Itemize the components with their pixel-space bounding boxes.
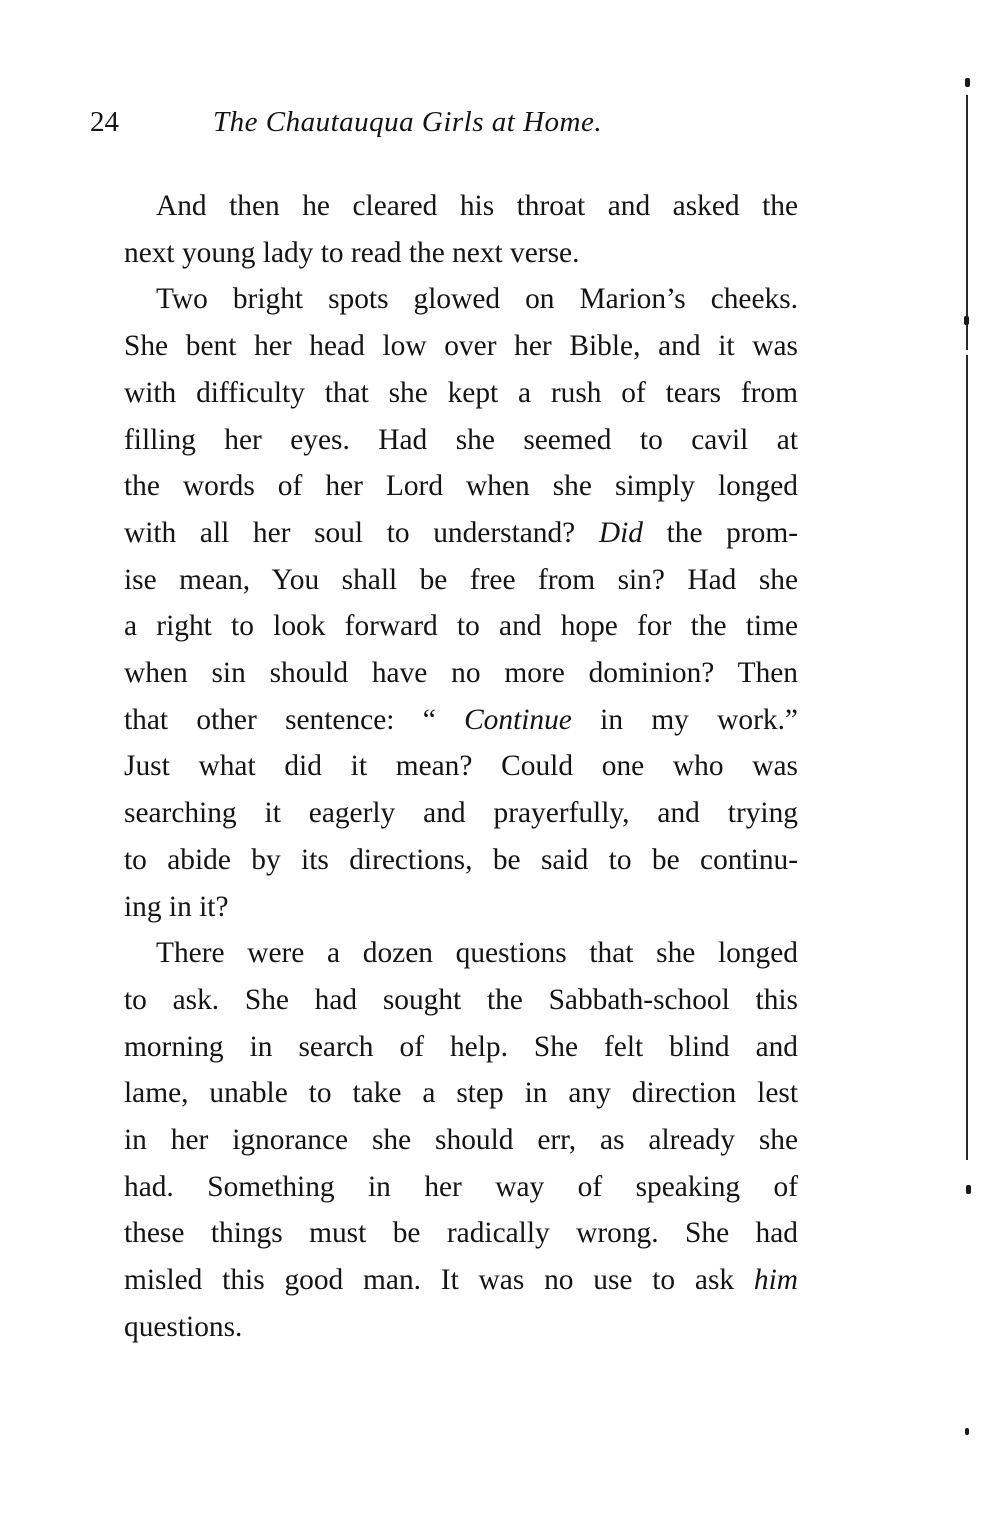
text-line: questions.: [124, 1310, 243, 1343]
scan-edge-mark: [966, 1185, 971, 1194]
text-line: Just what did it mean? Could one who was: [124, 750, 798, 783]
text-line: Two bright spots glowed on Marion’s cheeks.: [156, 283, 798, 316]
text-line: these things must be radically wrong. She had: [124, 1217, 798, 1250]
text-line: [92, 697, 798, 744]
running-title: The Chautauqua Girls at Home.: [213, 106, 603, 138]
text-line: lame, unable to take a step in any direction lest: [124, 1077, 798, 1110]
text-segment: misled this good man. It was no use to ask: [124, 1264, 754, 1297]
scan-edge-rule: [966, 355, 968, 1160]
scan-edge-rule: [966, 95, 968, 350]
scan-edge-mark: [965, 1428, 969, 1435]
page-header: [90, 100, 750, 144]
text-line: [92, 510, 798, 557]
paragraph-1: [92, 183, 798, 276]
text-line: when sin should have no more dominion? Then: [124, 657, 798, 690]
text-segment: in my work.”: [571, 703, 798, 736]
text-line: ing in it?: [124, 890, 229, 923]
body-text: [92, 183, 798, 1351]
text-line: in her ignorance she should err, as already she: [124, 1124, 798, 1157]
text-line: There were a dozen questions that she longed: [156, 937, 798, 970]
text-line: And then he cleared his throat and asked the: [156, 190, 798, 222]
text-line: to abide by its directions, be said to be continu-: [124, 843, 798, 876]
scan-edge-mark: [964, 316, 969, 325]
text-segment: with all her soul to understand?: [124, 516, 599, 549]
text-line: with difficulty that she kept a rush of tears from: [124, 376, 798, 409]
text-line: had. Something in her way of speaking of: [124, 1170, 798, 1203]
italic-word: him: [753, 1264, 798, 1297]
text-line: filling her eyes. Had she seemed to cavil at: [124, 423, 798, 456]
italic-word: Continue: [464, 703, 572, 736]
text-line: She bent her head low over her Bible, and it was: [124, 330, 798, 363]
text-line: next young lady to read the next verse.: [124, 236, 580, 269]
paragraph-2: [92, 276, 798, 930]
page-number: 24: [90, 106, 119, 138]
text-line: the words of her Lord when she simply longed: [124, 470, 798, 503]
text-line: searching it eagerly and prayerfully, and trying: [124, 797, 798, 830]
text-line: morning in search of help. She felt blind and: [124, 1030, 798, 1063]
text-segment: that other sentence: “: [124, 703, 465, 736]
paragraph-3: [92, 930, 798, 1350]
text-line: a right to look forward to and hope for the time: [124, 610, 798, 643]
scan-edge-mark: [965, 78, 970, 87]
text-line: ise mean, You shall be free from sin? Had she: [124, 563, 798, 596]
text-line: to ask. She had sought the Sabbath-school this: [124, 983, 798, 1016]
italic-word: Did: [598, 516, 643, 549]
text-segment: the prom-: [642, 516, 798, 549]
text-line: [92, 1257, 798, 1304]
